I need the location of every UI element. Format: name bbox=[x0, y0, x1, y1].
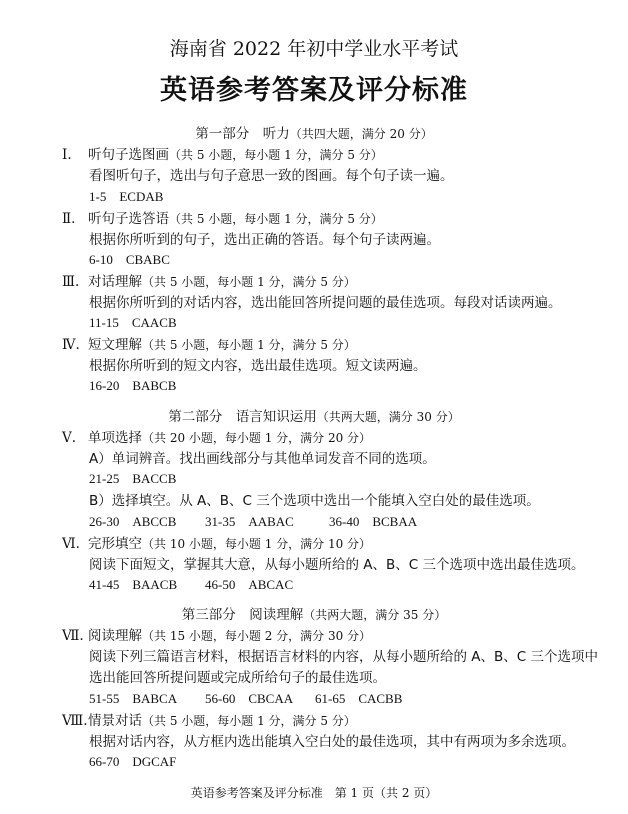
answer-group: 1-5 ECDAB bbox=[89, 189, 164, 204]
answer-group: 66-70 DGCAF bbox=[89, 754, 177, 769]
answer-group: 36-40 BCBAA bbox=[329, 514, 418, 529]
answer-group: 16-20 BABCB bbox=[89, 378, 177, 393]
section-note: （共 5 小题，每小题 1 分，满分 5 分） bbox=[142, 275, 356, 289]
section-number: Ⅰ. bbox=[62, 147, 72, 163]
section-number: Ⅷ. bbox=[62, 713, 88, 729]
section-name: 听句子选答语 bbox=[88, 211, 169, 227]
section-heading bbox=[62, 270, 356, 290]
answer-line bbox=[89, 751, 176, 770]
answer-line bbox=[89, 468, 176, 487]
answer-line bbox=[89, 375, 176, 394]
section-note: （共 5 小题，每小题 1 分，满分 5 分） bbox=[169, 148, 383, 162]
subsection-instruction: A）单词辨音。找出画线部分与其他单词发音不同的选项。 bbox=[89, 451, 436, 467]
answer-group: 26-30 ABCCB bbox=[89, 514, 177, 529]
section-heading bbox=[62, 709, 356, 729]
answer-line bbox=[89, 249, 170, 268]
section-heading bbox=[62, 143, 383, 163]
section-note: （共 5 小题，每小题 1 分，满分 5 分） bbox=[142, 338, 356, 352]
section-heading bbox=[62, 333, 356, 353]
section-instruction-continued: 选出能回答所提问题或完成所给句子的最佳选项。 bbox=[89, 670, 386, 686]
exam-subtitle: 海南省 2022 年初中学业水平考试 bbox=[169, 38, 459, 60]
section-name: 情景对话 bbox=[88, 713, 142, 729]
part-note: （共四大题，满分 20 分） bbox=[289, 127, 433, 141]
document-title: 英语参考答案及评分标准 bbox=[160, 75, 468, 106]
answer-group: 6-10 CBABC bbox=[89, 252, 170, 267]
answer-group: 51-55 BABCA bbox=[89, 691, 178, 706]
section-instruction: 根据你所听到的对话内容，选出能回答所提问题的最佳选项。每段对话读两遍。 bbox=[89, 295, 562, 311]
section-number: Ⅶ. bbox=[62, 628, 84, 644]
section-name: 对话理解 bbox=[88, 274, 142, 290]
section-instruction: 根据你所听到的句子，选出正确的答语。每个句子读两遍。 bbox=[89, 232, 440, 248]
answer-group: 21-25 BACCB bbox=[89, 471, 177, 486]
section-number: Ⅳ. bbox=[62, 337, 80, 353]
section-name: 听句子选图画 bbox=[88, 147, 169, 163]
section-instruction: 看图听句子，选出与句子意思一致的图画。每个句子读一遍。 bbox=[89, 168, 454, 184]
section-number: Ⅵ. bbox=[62, 536, 80, 552]
section-instruction: 阅读下列三篇语言材料，根据语言材料的内容，从每小题所给的 A、B、C 三个选项中 bbox=[89, 649, 599, 665]
answer-line bbox=[89, 186, 163, 205]
section-instruction: 根据你所听到的短文内容，选出最佳选项。短文读两遍。 bbox=[89, 358, 427, 374]
part-note: （共两大题，满分 35 分） bbox=[303, 608, 447, 622]
answer-group: 56-60 CBCAA bbox=[205, 691, 294, 706]
section-note: （共 15 小题，每小题 2 分，满分 30 分） bbox=[142, 629, 372, 643]
part-name: 第二部分 语言知识运用 bbox=[168, 409, 317, 425]
section-note: （共 5 小题，每小题 1 分，满分 5 分） bbox=[142, 714, 356, 728]
section-instruction: 阅读下面短文，掌握其大意，从每小题所给的 A、B、C 三个选项中选出最佳选项。 bbox=[89, 557, 585, 573]
section-heading bbox=[62, 207, 383, 227]
part-name: 第一部分 听力 bbox=[195, 126, 290, 142]
section-name: 短文理解 bbox=[88, 337, 142, 353]
part-note: （共两大题，满分 30 分） bbox=[316, 410, 460, 424]
answer-group: 61-65 CACBB bbox=[315, 691, 403, 706]
answer-group: 11-15 CAACB bbox=[89, 315, 177, 330]
section-heading bbox=[62, 624, 371, 644]
answer-group: 41-45 BAACB bbox=[89, 577, 178, 592]
section-number: Ⅲ. bbox=[62, 274, 80, 290]
part-name: 第三部分 阅读理解 bbox=[181, 607, 304, 623]
section-name: 阅读理解 bbox=[88, 628, 142, 644]
section-instruction: 根据对话内容，从方框内选出能填入空白处的最佳选项，其中有两项为多余选项。 bbox=[89, 734, 575, 750]
section-note: （共 5 小题，每小题 1 分，满分 5 分） bbox=[169, 212, 383, 226]
answer-line bbox=[89, 688, 402, 707]
answer-group: 46-50 ABCAC bbox=[205, 577, 294, 592]
answer-line bbox=[89, 574, 293, 593]
section-note: （共 20 小题，每小题 1 分，满分 20 分） bbox=[142, 431, 372, 445]
section-heading bbox=[62, 426, 371, 446]
section-heading bbox=[62, 532, 371, 552]
section-number: Ⅱ. bbox=[62, 211, 76, 227]
section-name: 完形填空 bbox=[88, 536, 142, 552]
part-heading bbox=[0, 405, 628, 425]
answer-line bbox=[89, 312, 177, 331]
page-footer: 英语参考答案及评分标准 第 1 页（共 2 页） bbox=[190, 786, 438, 800]
part-heading bbox=[0, 603, 628, 623]
answer-group: 31-35 AABAC bbox=[205, 514, 294, 529]
section-note: （共 10 小题，每小题 1 分，满分 10 分） bbox=[142, 537, 372, 551]
section-number: Ⅴ. bbox=[62, 430, 77, 446]
subsection-instruction: B）选择填空。从 A、B、C 三个选项中选出一个能填入空白处的最佳选项。 bbox=[89, 493, 540, 509]
part-heading bbox=[0, 122, 628, 142]
answer-line bbox=[89, 511, 417, 530]
section-name: 单项选择 bbox=[88, 430, 142, 446]
